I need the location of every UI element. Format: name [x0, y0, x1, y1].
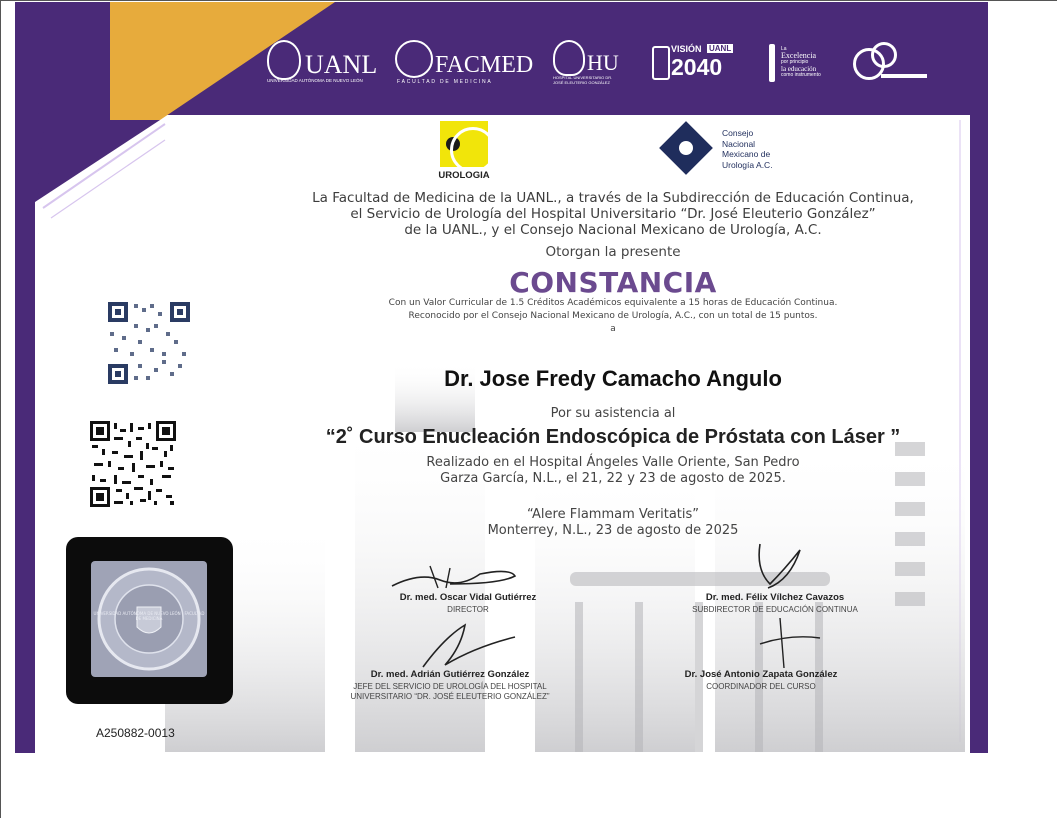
recipient-name: Dr. Jose Fredy Camacho Angulo [444, 366, 782, 391]
vision-year: 2040 [671, 54, 723, 80]
a-text: a [610, 324, 616, 334]
uanl-seal-frame [66, 537, 233, 704]
excelencia-line: La [781, 46, 787, 52]
intro-line: La Facultad de Medicina de la UANL., a través de la Subdirección de Educación Continua, [312, 190, 914, 206]
signature-role-line: JEFE DEL SERVICIO DE UROLOGÍA DEL HOSPITAL [353, 682, 547, 691]
ec-logo-icon-ring [871, 42, 897, 68]
valor-curricular [283, 297, 943, 336]
otorgan-text: Otorgan la presente [545, 244, 681, 260]
consejo-line: Mexicano de [722, 149, 771, 159]
vision-badge-icon [652, 46, 670, 80]
signature-name: Dr. José Antonio Zapata González [684, 669, 838, 680]
consejo-line: Consejo [722, 128, 754, 138]
seal-text: UNIVERSIDAD AUTÓNOMA DE NUEVO LEÓN · FACULTAD DE MEDICINA [93, 611, 205, 621]
gold-stripe [110, 2, 335, 120]
excelencia-logo [781, 46, 821, 79]
signature-vilchez-icon [750, 540, 810, 592]
excelencia-line: como instrumento [781, 72, 821, 78]
signature-role: SUBDIRECTOR DE EDUCACIÓN CONTINUA [692, 605, 858, 614]
vision-label: VISIÓN [671, 44, 702, 54]
location-line: Realizado en el Hospital Ángeles Valle Oriente, San Pedro [426, 455, 800, 470]
date-line: Monterrey, N.L., 23 de agosto de 2025 [487, 523, 739, 538]
course-title: “2˚ Curso Enucleación Endoscópica de Próstata con Láser ” [325, 426, 901, 448]
intro-line: de la UANL., y el Consejo Nacional Mexicano de Urología, A.C. [404, 222, 822, 238]
signature-vidal-icon [390, 562, 520, 592]
signature-role: COORDINADOR DEL CURSO [706, 682, 816, 691]
course-location [283, 455, 943, 487]
urologia-logo-icon [440, 121, 488, 167]
hu-logo-text: HU [587, 50, 619, 75]
signature-name: Dr. med. Adrián Gutiérrez González [370, 669, 530, 680]
signature-name: Dr. med. Oscar Vidal Gutiérrez [399, 592, 537, 603]
certificate-code: A250882-0013 [96, 726, 175, 740]
intro-line: el Servicio de Urología del Hospital Universitario “Dr. José Eleuterio González” [350, 206, 876, 222]
intro-text [283, 190, 943, 238]
document-title: CONSTANCIA [509, 266, 717, 299]
asistencia-text: Por su asistencia al [550, 406, 676, 421]
uanl-logo-text: UANL [305, 50, 378, 79]
signature-zapata-icon [750, 614, 830, 672]
excelencia-line: la educación [781, 64, 817, 73]
uanl-shield-icon [267, 40, 301, 80]
urologia-logo-text: UROLOGIA [438, 170, 490, 181]
consejo-logo-text [722, 128, 773, 170]
motto-block [283, 507, 943, 539]
torch-icon [769, 44, 775, 82]
hu-shield-icon [553, 40, 585, 76]
signature-role [320, 682, 580, 702]
signature-name: Dr. med. Félix Vílchez Cavazos [705, 592, 845, 603]
signature-role: DIRECTOR [447, 605, 489, 614]
consejo-line: Nacional [722, 138, 756, 149]
qr-code-icon-2 [90, 421, 176, 507]
excelencia-line: Excelencia [781, 50, 817, 60]
certificate [15, 2, 988, 753]
ec-logo-bar [881, 74, 927, 78]
facmed-seal-icon [395, 40, 433, 78]
motto: “Alere Flammam Veritatis” [526, 507, 699, 522]
qr-code-icon [108, 302, 190, 384]
signature-role-line: UNIVERSITARIO “DR. JOSÉ ELEUTERIO GONZÁLEZ” [350, 692, 550, 701]
vision-uanl-tag: UANL [709, 44, 732, 53]
location-line: Garza García, N.L., el 21, 22 y 23 de agosto de 2025. [440, 471, 786, 486]
excelencia-line: por principio [781, 59, 809, 65]
hu-logo-subtitle: HOSPITAL UNIVERSITARIO DR. JOSÉ ELEUTERIO GONZÁLEZ [553, 75, 613, 85]
valor-line: Reconocido por el Consejo Nacional Mexicano de Urología, A.C., con un total de 15 puntos. [408, 311, 818, 321]
uanl-logo-subtitle: UNIVERSIDAD AUTÓNOMA DE NUEVO LEÓN [267, 78, 363, 83]
consejo-line: Urología A.C. [722, 159, 773, 170]
facmed-logo-text: FACMED [435, 52, 534, 78]
signature-gutierrez-icon [415, 617, 525, 672]
facmed-logo-subtitle: FACULTAD DE MEDICINA [397, 79, 493, 85]
valor-line: Con un Valor Curricular de 1.5 Créditos Académicos equivalente a 15 horas de Educación Continua. [388, 298, 838, 308]
